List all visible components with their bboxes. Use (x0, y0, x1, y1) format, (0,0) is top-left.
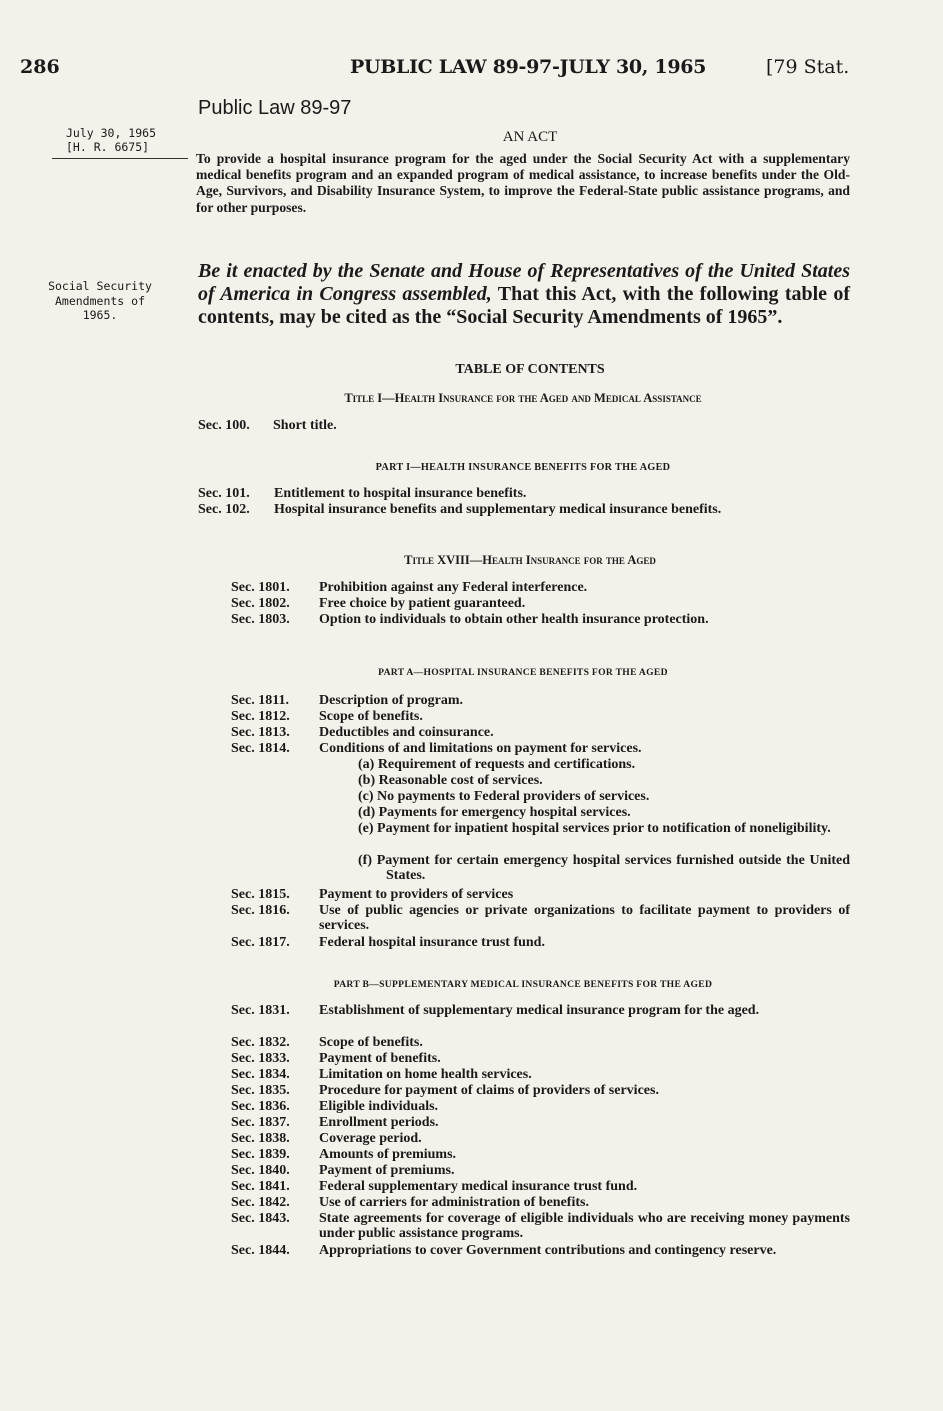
toc-section-text: Amounts of premiums. (319, 1147, 457, 1162)
toc-section-text: Option to individuals to obtain other health insurance protection. (319, 612, 709, 627)
toc-entry (231, 1147, 850, 1162)
sec-1814-subsection: (e) Payment for inpatient hospital services prior to notification of noneligibility. (358, 821, 831, 836)
enacting-clause (198, 260, 850, 329)
toc-section-text: Entitlement to hospital insurance benefits. (274, 486, 527, 501)
toc-entry (231, 1003, 850, 1018)
toc-heading: TABLE OF CONTENTS (455, 362, 605, 377)
toc-section-text: Eligible individuals. (319, 1099, 439, 1114)
toc-section-label: Sec. 1833. (231, 1051, 290, 1066)
public-law-title: Public Law 89-97 (198, 97, 352, 119)
statute-volume: [79 Stat. (766, 56, 850, 78)
toc-entry (231, 935, 850, 950)
toc-entry (231, 580, 850, 595)
toc-section-text: Conditions of and limitations on payment for services. (319, 741, 642, 756)
toc-entry (231, 1131, 850, 1146)
toc-entry (231, 725, 850, 740)
toc-section-label: Sec. 101. (198, 486, 250, 501)
toc-section-text: Appropriations to cover Government contributions and contingency reserve. (319, 1243, 777, 1258)
toc-section-text: Deductibles and coinsurance. (319, 725, 494, 740)
toc-section-text: Prohibition against any Federal interference. (319, 580, 588, 595)
margin-rule (52, 158, 188, 159)
toc-section-label: Sec. 1844. (231, 1243, 290, 1258)
toc-section-label: Sec. 1803. (231, 612, 290, 627)
toc-entry (231, 1035, 850, 1050)
toc-entry (231, 1179, 850, 1194)
toc-section-text: Enrollment periods. (319, 1115, 439, 1130)
toc-section-text: Hospital insurance benefits and supplementary medical insurance benefits. (274, 502, 722, 517)
toc-section-text: Description of program. (319, 693, 463, 708)
toc-entry (231, 1195, 850, 1210)
toc-section-text: State agreements for coverage of eligible individuals who are receiving money payments under public assistance programs. (319, 1211, 850, 1241)
toc-section-label: Sec. 1811. (231, 693, 289, 708)
title-1-heading: Title I—Health Insurance for the Aged and Medical Assistance (344, 391, 702, 405)
act-heading: AN ACT (502, 129, 558, 145)
toc-section-label: Sec. 1815. (231, 887, 290, 902)
toc-section-label: Sec. 1836. (231, 1099, 290, 1114)
toc-entry (231, 693, 850, 708)
toc-entry (231, 1163, 850, 1178)
page-number: 286 (20, 56, 60, 78)
enacting-italic: Be it enacted by the Senate and House of Representatives of the United States of America in Congress assembled, (198, 260, 850, 305)
toc-section-text: Use of public agencies or private organizations to facilitate payment to providers of services. (319, 903, 850, 933)
margin-bill: [H. R. 6675] (66, 140, 150, 154)
toc-section-label: Sec. 1837. (231, 1115, 290, 1130)
toc-entry (231, 741, 850, 756)
toc-section-label: Sec. 1842. (231, 1195, 290, 1210)
enacting-rest: That this Act, with the following table of contents, may be cited as the “Social Security Amendments of 1965”. (198, 283, 850, 328)
toc-section-text: Scope of benefits. (319, 709, 423, 724)
purpose-clause: To provide a hospital insurance program for the aged under the Social Security Act with a supplementary medical benefits program and an expanded program of medical assistance, to increase benefits under the Old-Age, Survivors, and Disability Insurance System, to improve the Federal-State public assistance programs, and for other purposes. (196, 151, 850, 215)
toc-section-label: Sec. 1801. (231, 580, 290, 595)
toc-entry (231, 596, 850, 611)
toc-entry-sec-100 (198, 418, 337, 433)
toc-section-label: Sec. 1840. (231, 1163, 290, 1178)
toc-section-text: Establishment of supplementary medical insurance program for the aged. (319, 1003, 760, 1018)
toc-section-text: Use of carriers for administration of benefits. (319, 1195, 589, 1210)
toc-section-label: Sec. 1835. (231, 1083, 290, 1098)
toc-section-text: Payment to providers of services (319, 887, 514, 902)
margin-note (20, 279, 180, 323)
sec-1814-subsection: (a) Requirement of requests and certifications. (358, 757, 636, 772)
running-title: PUBLIC LAW 89-97-JULY 30, 1965 (350, 56, 707, 78)
margin-date: July 30, 1965 (66, 126, 157, 140)
toc-entry (198, 502, 848, 517)
toc-section-label: Sec. 100. (198, 418, 250, 433)
toc-section-text: Payment of benefits. (319, 1051, 441, 1066)
toc-entry (231, 1211, 850, 1241)
toc-section-text: Free choice by patient guaranteed. (319, 596, 526, 611)
toc-section-label: Sec. 1832. (231, 1035, 290, 1050)
toc-section-text: Coverage period. (319, 1131, 422, 1146)
toc-entry (231, 1083, 850, 1098)
toc-entry (231, 1051, 850, 1066)
margin-note-line: Amendments of (54, 293, 145, 308)
toc-section-label: Sec. 1813. (231, 725, 290, 740)
toc-section-text: Federal supplementary medical insurance trust fund. (319, 1179, 638, 1194)
toc-entry (231, 903, 850, 933)
sec-1814-subsection: (c) No payments to Federal providers of services. (358, 789, 650, 804)
toc-section-text: Scope of benefits. (319, 1035, 423, 1050)
toc-section-label: Sec. 1839. (231, 1147, 290, 1162)
toc-section-label: Sec. 1817. (231, 935, 290, 950)
toc-section-label: Sec. 1831. (231, 1003, 290, 1018)
title-18-heading: Title XVIII—Health Insurance for the Aged (404, 553, 656, 567)
toc-section-label: Sec. 1802. (231, 596, 290, 611)
toc-section-text: Procedure for payment of claims of providers of services. (319, 1083, 659, 1098)
toc-section-label: Sec. 102. (198, 502, 250, 517)
sec-1814-subsection: (d) Payments for emergency hospital services. (358, 805, 631, 820)
sec-1814-subsection: (b) Reasonable cost of services. (358, 773, 543, 788)
toc-entry (231, 1115, 850, 1130)
toc-section-label: Sec. 1812. (231, 709, 290, 724)
toc-entry (231, 612, 850, 627)
toc-entry (231, 1099, 850, 1114)
toc-entry (231, 1067, 850, 1082)
toc-section-label: Sec. 1841. (231, 1179, 290, 1194)
toc-entry (231, 709, 850, 724)
toc-section-label: Sec. 1838. (231, 1131, 290, 1146)
toc-section-text: Limitation on home health services. (319, 1067, 532, 1082)
part-1-heading: PART I—HEALTH INSURANCE BENEFITS FOR THE AGED (375, 462, 671, 473)
margin-note-line: Social Security (48, 279, 152, 293)
toc-entry (231, 887, 850, 902)
part-b-heading: PART B—SUPPLEMENTARY MEDICAL INSURANCE BENEFITS FOR THE AGED (333, 979, 713, 990)
toc-section-text: Payment of premiums. (319, 1163, 455, 1178)
margin-note-line: 1965. (82, 308, 118, 322)
part-a-heading: PART A—HOSPITAL INSURANCE BENEFITS FOR THE AGED (378, 667, 668, 678)
toc-section-label: Sec. 1843. (231, 1211, 290, 1226)
toc-section-label: Sec. 1816. (231, 903, 290, 918)
toc-section-text: Federal hospital insurance trust fund. (319, 935, 545, 950)
sec-1814-subsection: (f) Payment for certain emergency hospital services furnished outside the United States. (358, 853, 850, 883)
toc-entry (231, 1243, 850, 1258)
toc-section-label: Sec. 1834. (231, 1067, 290, 1082)
toc-section-text: Short title. (273, 418, 337, 433)
toc-entry (198, 486, 848, 501)
toc-section-label: Sec. 1814. (231, 741, 290, 756)
